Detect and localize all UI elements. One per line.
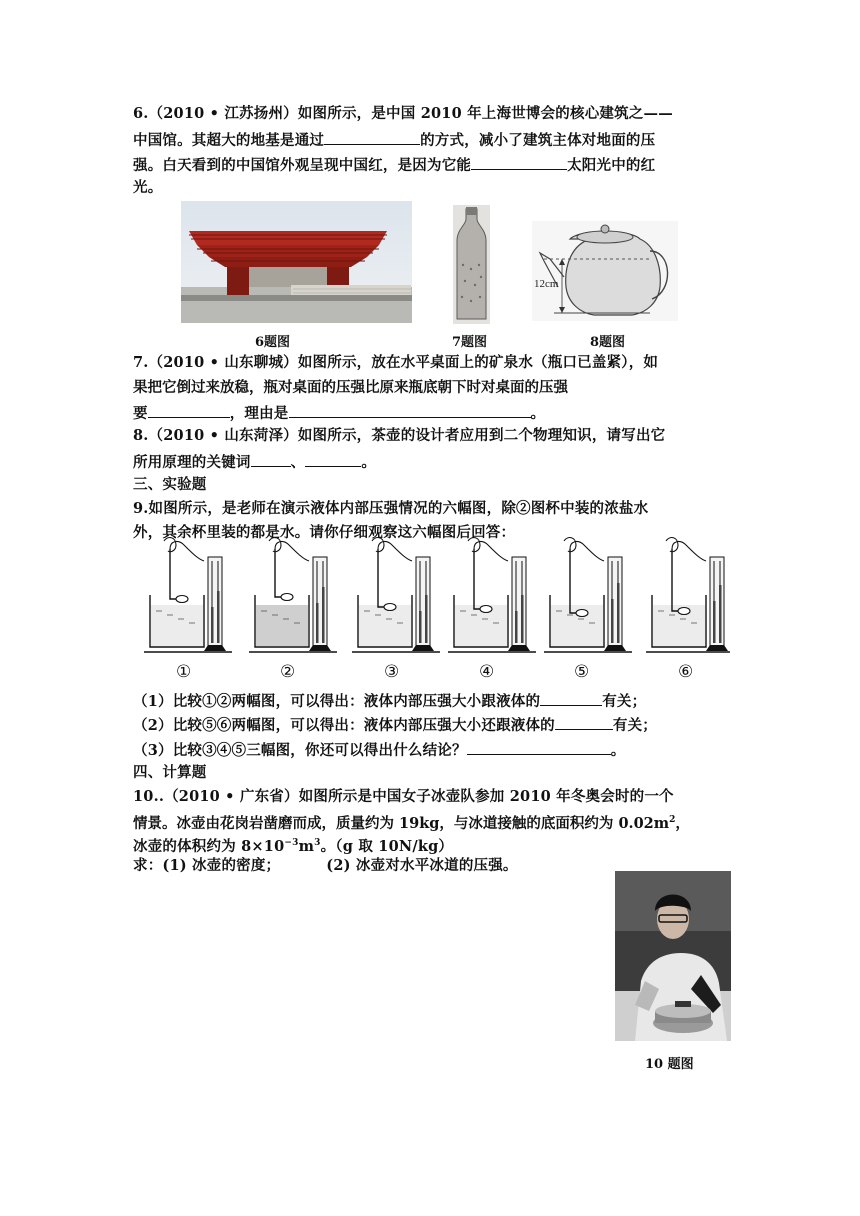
q7-line3 [133, 402, 733, 424]
label-5: ⑤ [574, 662, 590, 682]
q7-text: ，理由是 [229, 405, 289, 422]
manometer-board [208, 557, 222, 649]
q8-line1: 8.（2010 • 山东菏泽）如图所示，茶壶的设计者应用到二个物理知识，请写出它 [133, 427, 666, 444]
q10-line2 [133, 810, 733, 834]
manometer-liquid [419, 611, 422, 643]
manometer-liquid [719, 585, 722, 643]
q10-text: (2) 冰壶对水平冰道的压强。 [326, 857, 518, 874]
q9-blank-2[interactable] [555, 714, 613, 730]
manometer-liquid [515, 611, 518, 643]
caption-fig7: 7题图 [452, 335, 488, 350]
caption-fig10: 10 题图 [645, 1057, 694, 1072]
q9-blank-1[interactable] [540, 690, 602, 706]
q10-sup: −3 [284, 838, 299, 848]
q9-sub3 [133, 739, 733, 761]
manometer-liquid [211, 607, 214, 643]
hose [275, 542, 309, 561]
section-experiments: 三、实验题 [133, 476, 207, 493]
q10-sup: 3 [314, 838, 321, 848]
q10-sup: 2 [669, 815, 676, 825]
q9-text: 有关； [612, 717, 657, 734]
q6-line2 [133, 129, 733, 151]
china-pavilion-photo [181, 201, 412, 323]
hose [474, 542, 508, 561]
manometer-board [710, 557, 724, 649]
manometer-liquid [617, 583, 620, 643]
q10-text: 冰壶的体积约为 8×10 [133, 837, 285, 855]
q7-text: 。 [530, 405, 546, 422]
label-4: ④ [479, 662, 495, 682]
teapot-height-label: 12cm [534, 278, 559, 290]
manometer-base [309, 645, 331, 651]
manometer-board [313, 557, 327, 649]
probe-tube [570, 549, 578, 613]
probe-head [576, 610, 588, 617]
q10-text: 求：(1) 冰壶的密度； [133, 857, 281, 874]
q10-text: 。（g 取 10N/kg） [320, 837, 454, 855]
probe-head [176, 596, 188, 603]
q7-line1: 7.（2010 • 山东聊城）如图所示，放在水平桌面上的矿泉水（瓶口已盖紧），如 [133, 354, 659, 371]
q6-line1: 6.（2010 • 江苏扬州）如图所示，是中国 2010 年上海世博会的核心建筑之—— [133, 105, 673, 122]
label-1: ① [176, 662, 192, 682]
q9-line1: 9.如图所示，是老师在演示液体内部压强情况的六幅图，除②图杯中装的浓盐水 [133, 500, 649, 517]
probe-head [384, 604, 396, 611]
q10-line3 [133, 833, 733, 857]
hose [570, 542, 604, 561]
label-2: ② [280, 662, 296, 682]
q7-line2: 果把它倒过来放稳，瓶对桌面的压强比原来瓶底朝下时对桌面的压强 [133, 379, 568, 396]
probe-tube [672, 549, 680, 611]
label-3: ③ [384, 662, 400, 682]
probe-tube [170, 549, 178, 599]
water-bottle-figure [453, 205, 490, 324]
manometer-base [706, 645, 728, 651]
probe-head [480, 606, 492, 613]
q6-blank-2[interactable] [471, 154, 567, 170]
q6-text: 中国馆。其超大的地基是通过 [133, 132, 325, 149]
q6-blank-1[interactable] [324, 129, 420, 145]
hose [378, 542, 412, 561]
manometer-base [412, 645, 434, 651]
q10-text: m [298, 837, 315, 855]
q10-text: 情景。冰壶由花岗岩凿磨而成，质量约为 19kg，与冰道接触的底面积约为 0.02m [133, 814, 670, 832]
q7-text: 要 [133, 405, 148, 422]
manometer-liquid [521, 595, 524, 643]
probe-head [678, 608, 690, 615]
q6-text: 的方式，减小了建筑主体对地面的压 [420, 132, 656, 149]
q10-text: ， [675, 814, 690, 832]
q8-text: 、 [290, 454, 306, 471]
q9-text: （1）比较①②两幅图，可以得出：液体内部压强大小跟液体的 [133, 693, 541, 710]
manometer-liquid [217, 591, 220, 643]
q9-sub1 [133, 690, 733, 712]
manometer-base [508, 645, 530, 651]
probe-tube [275, 549, 283, 597]
q9-sub2 [133, 714, 733, 736]
manometer-base [204, 645, 226, 651]
q9-text: 有关； [602, 693, 647, 710]
caption-fig6: 6题图 [255, 335, 291, 350]
q9-text: 。 [610, 742, 626, 759]
q7-blank-2[interactable] [289, 402, 531, 418]
q9-text: （3）比较③④⑤三幅图，你还可以得出什么结论？ [133, 742, 467, 759]
caption-fig8: 8题图 [590, 335, 626, 350]
q6-text: 强。白天看到的中国馆外观呈现中国红，是因为它能 [133, 157, 472, 174]
probe-tube [474, 549, 482, 609]
q8-line2 [133, 451, 733, 473]
manometer-board [416, 557, 430, 649]
q9-blank-3[interactable] [467, 739, 611, 755]
q7-blank-1[interactable] [148, 402, 230, 418]
q6-text: 太阳光中的红 [567, 157, 656, 174]
teapot-figure [532, 221, 678, 321]
q9-line2: 外，其余杯里装的都是水。请你仔细观察这六幅图后回答： [133, 524, 516, 541]
manometer-liquid [611, 599, 614, 643]
q9-text: （2）比较⑤⑥两幅图，可以得出：液体内部压强大小还跟液体的 [133, 717, 555, 734]
manometer-liquid [316, 603, 319, 643]
hose [672, 542, 706, 561]
curling-player-photo [615, 871, 731, 1041]
q8-text: 。 [361, 454, 377, 471]
q6-line4: 光。 [133, 179, 163, 196]
q6-line3 [133, 154, 733, 176]
manometer-board [608, 557, 622, 649]
label-6: ⑥ [678, 662, 694, 682]
q8-blank-2[interactable] [305, 451, 361, 467]
manometer-liquid [713, 601, 716, 643]
section-calculation: 四、计算题 [133, 764, 207, 781]
manometer-board [512, 557, 526, 649]
manometer-liquid [425, 595, 428, 643]
q8-text: 所用原理的关键词 [133, 454, 251, 471]
hose [170, 542, 204, 561]
pressure-experiment-figure [130, 535, 730, 685]
experiment-setups [144, 538, 730, 652]
manometer-base [604, 645, 626, 651]
probe-head [281, 594, 293, 601]
probe-tube [378, 549, 386, 607]
manometer-liquid [322, 587, 325, 643]
q10-line1: 10..（2010 • 广东省）如图所示是中国女子冰壶队参加 2010 年冬奥会时的一个 [133, 788, 674, 805]
q8-blank-1[interactable] [251, 451, 291, 467]
